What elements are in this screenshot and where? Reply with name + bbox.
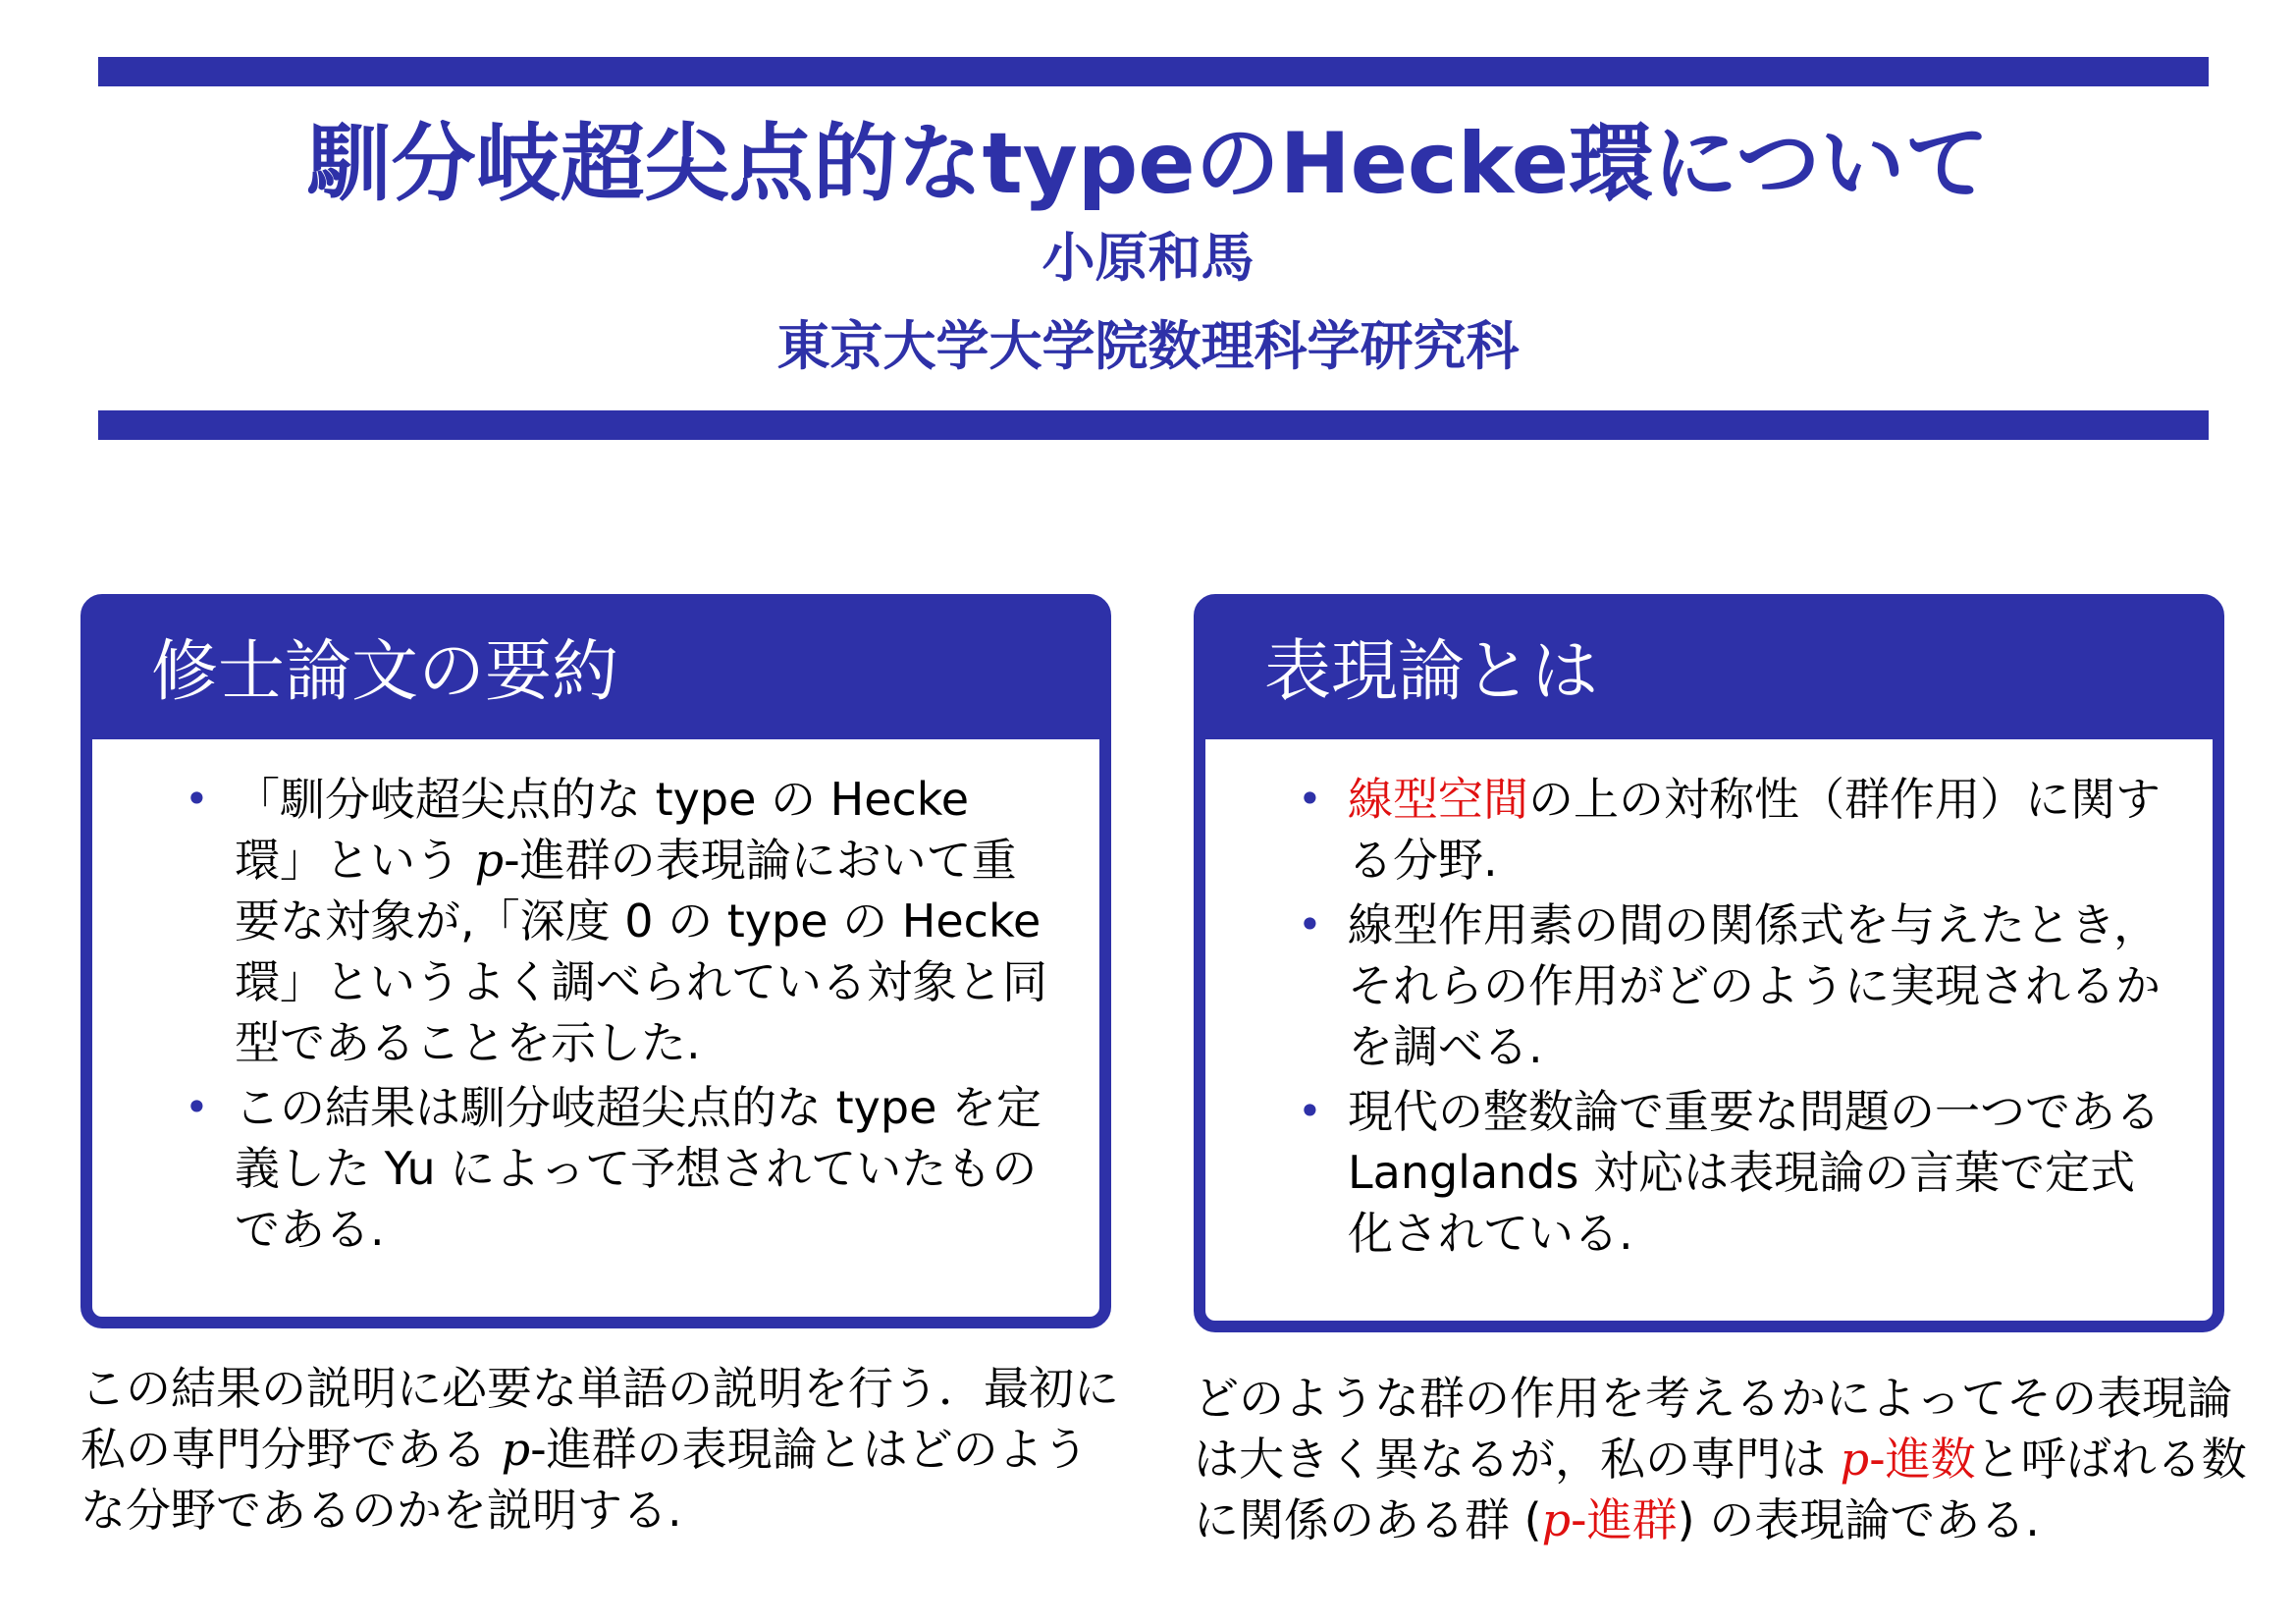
summary-body	[92, 739, 1099, 1260]
math-p: p	[1840, 1433, 1870, 1486]
header-rule-bottom	[98, 410, 2209, 440]
paragraph-text: どのような群の作用を考えるかによってその表現論は大きく異なるが，私の専門は	[1194, 1372, 2232, 1486]
bullet-icon: •	[185, 1083, 209, 1131]
representation-theory-item	[1298, 1081, 2173, 1264]
summary-item	[185, 769, 1050, 1073]
author-name: 小原和馬	[1041, 227, 1255, 289]
representation-theory-item-text: 現代の整数論で重要な問題の一つである Langlands 対応は表現論の言葉で定式化されている.	[1348, 1085, 2161, 1260]
representation-theory-block	[1194, 594, 2224, 1332]
bullet-icon: •	[1298, 775, 1322, 823]
highlight-term-text: -進群	[1571, 1493, 1678, 1546]
paragraph-text: と呼ばれる数に関係のある群 (	[1194, 1433, 2247, 1546]
representation-theory-item-text: の上の対称性（群作用）に関する分野.	[1348, 773, 2161, 887]
representation-theory-list	[1298, 769, 2173, 1264]
highlight-term-text: -進数	[1869, 1433, 1976, 1486]
representation-theory-heading: 表現論とは	[1205, 606, 2213, 739]
summary-item-text: 「馴分岐超尖点的な type の Hecke 環」という	[235, 773, 970, 887]
representation-theory-item	[1298, 894, 2173, 1077]
highlight-term	[1841, 1433, 1976, 1486]
math-p: p	[474, 834, 505, 887]
affiliation: 東京大学大学院数理科学研究科	[776, 315, 1520, 377]
bullet-icon: •	[1298, 1087, 1322, 1135]
math-p: p	[1541, 1493, 1572, 1546]
representation-theory-body	[1205, 739, 2213, 1264]
summary-block	[80, 594, 1111, 1328]
math-p: p	[501, 1423, 531, 1476]
summary-heading: 修士論文の要約	[92, 606, 1099, 739]
poster-title: 馴分岐超尖点的なtypeのHecke環について	[306, 115, 1990, 213]
header-rule-top	[98, 57, 2209, 86]
summary-list	[185, 769, 1050, 1260]
paragraph-text: ) の表現論である.	[1677, 1493, 2040, 1546]
bullet-icon: •	[1298, 900, 1322, 948]
left-paragraph	[80, 1358, 1131, 1541]
representation-theory-item-text: 線型作用素の間の関係式を与えたとき，それらの作用がどのように実現されるかを調べる.	[1348, 898, 2161, 1073]
right-paragraph	[1194, 1368, 2254, 1550]
paragraph-text: -進群の表現論とはどのような分野であるのかを説明する.	[80, 1423, 1089, 1537]
bullet-icon: •	[185, 775, 209, 823]
summary-item-text: この結果は馴分岐超尖点的な type を定義した Yu によって予想されていたものである.	[235, 1081, 1042, 1256]
highlight-term: 線型空間	[1348, 773, 1528, 826]
paragraph-text: この結果の説明に必要な単語の説明を行う．最初に私の専門分野である	[80, 1362, 1119, 1476]
highlight-term	[1542, 1493, 1678, 1546]
summary-item-text: -進群の表現論において重要な対象が,「深度 0 の type の Hecke 環」というよく調べられている対象と同型であることを示した.	[235, 834, 1047, 1069]
representation-theory-item	[1298, 769, 2173, 891]
summary-item	[185, 1077, 1050, 1260]
